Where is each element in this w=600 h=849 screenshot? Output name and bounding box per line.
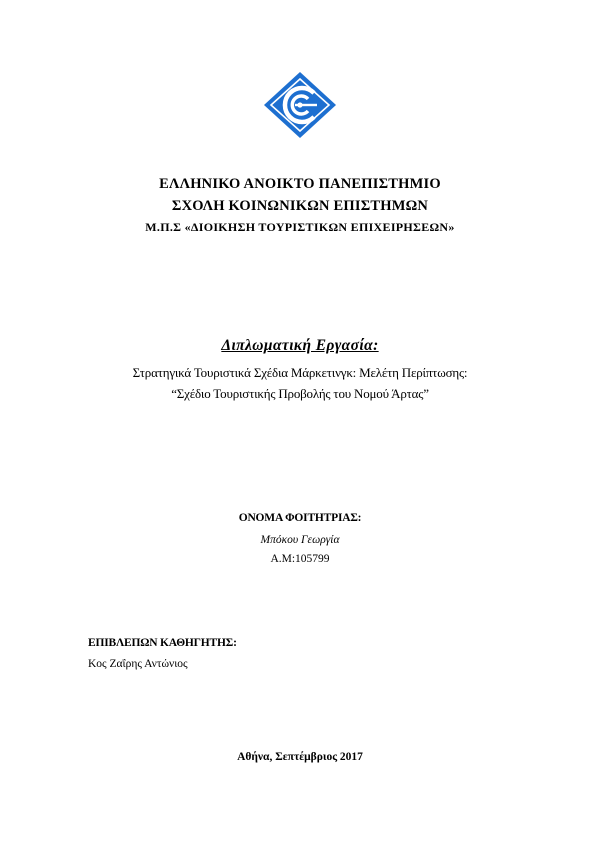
supervisor-label: ΕΠΙΒΛΕΠΩΝ ΚΑΘΗΓΗΤΗΣ: [88, 637, 237, 649]
student-name: Μπόκου Γεωργία [260, 534, 340, 546]
student-label: ΟΝΟΜΑ ΦΟΙΤΗΤΡΙΑΣ: [238, 512, 362, 524]
student-id: Α.Μ:105799 [270, 553, 330, 565]
thesis-title-line1: Στρατηγικά Τουριστικά Σχέδια Μάρκετινγκ: Μελέτη Περίπτωσης: [132, 365, 468, 380]
program-name: Μ.Π.Σ «ΔΙΟΙΚΗΣΗ ΤΟΥΡΙΣΤΙΚΩΝ ΕΠΙΧΕΙΡΗΣΕΩΝ» [145, 220, 455, 234]
thesis-heading: Διπλωματική Εργασία: [221, 337, 379, 354]
thesis-title-line2: “Σχέδιο Τουριστικής Προβολής του Νομού Άρτας” [171, 386, 429, 401]
eap-university-logo-icon [262, 70, 338, 140]
place-date: Αθήνα, Σεπτέμβριος 2017 [237, 751, 363, 763]
school-name: ΣΧΟΛΗ ΚΟΙΝΩΝΙΚΩΝ ΕΠΙΣΤΗΜΩΝ [171, 198, 429, 214]
university-name: ΕΛΛΗΝΙΚΟ ΑΝΟΙΚΤΟ ΠΑΝΕΠΙΣΤΗΜΙΟ [159, 176, 441, 192]
supervisor-name: Κος Ζαΐρης Αντώνιος [88, 658, 188, 670]
